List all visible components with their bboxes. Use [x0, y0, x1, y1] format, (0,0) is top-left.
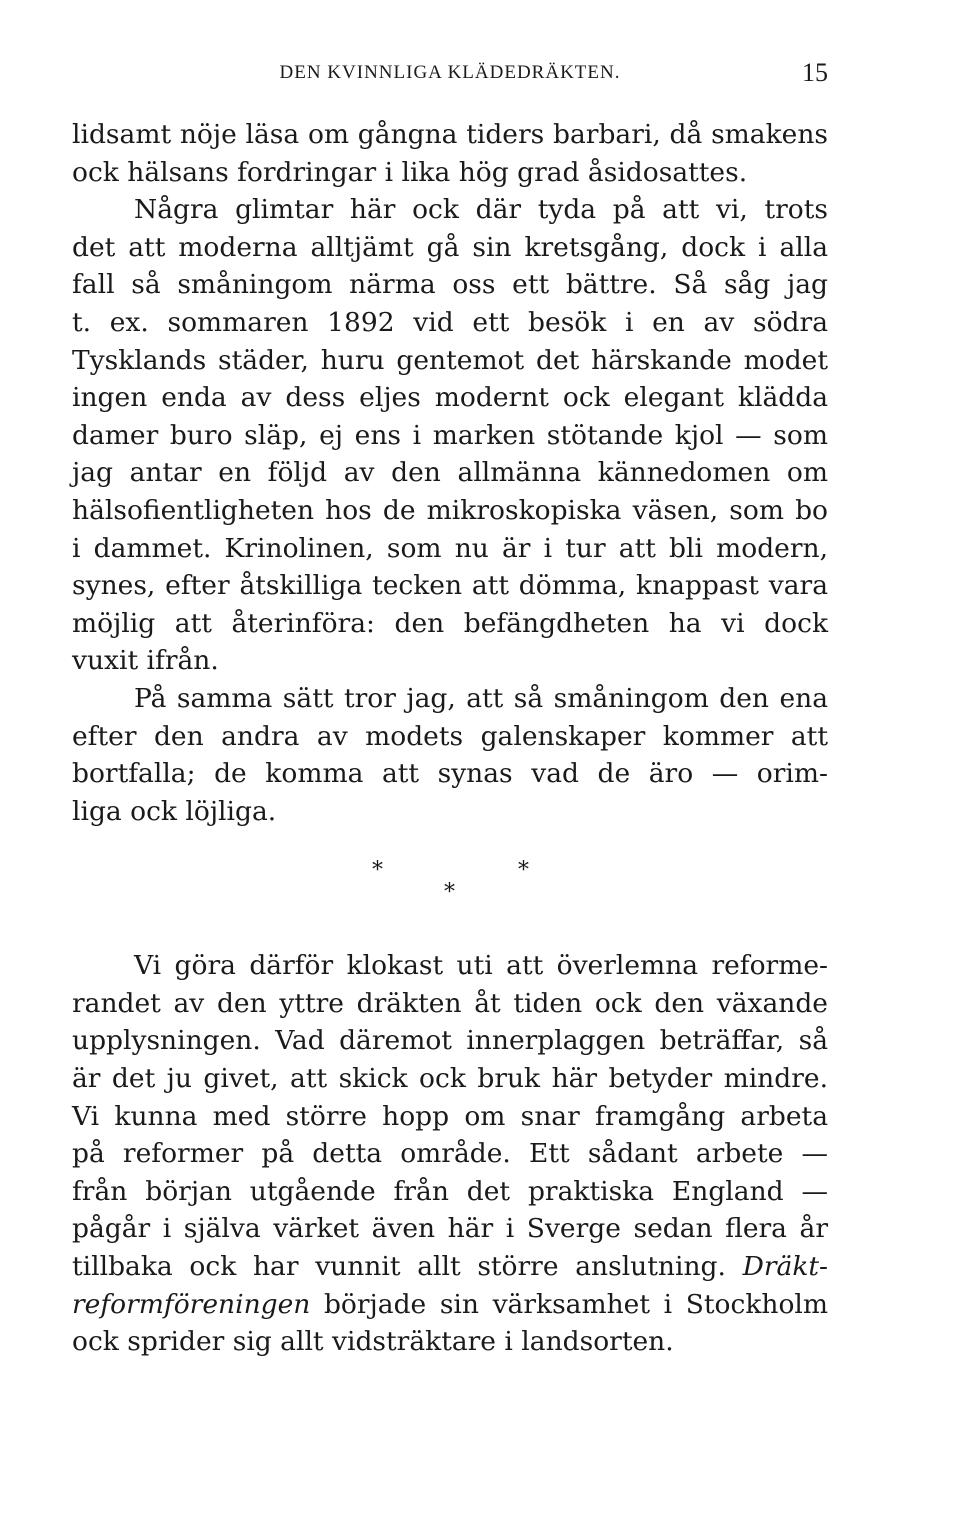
text-line: randet av den yttre dräkten åt tiden ock den växande	[72, 987, 828, 1019]
paragraph-2	[72, 680, 828, 830]
text-line: damer buro släp, ej ens i marken stötande kjol — som	[72, 419, 828, 451]
text-line: bortfalla; de komma att synas vad de äro — orim-	[72, 758, 828, 790]
text-line: liga ock löjliga.	[72, 795, 277, 827]
text-line: möjlig att återinföra: den befängdheten ha vi dock	[72, 607, 828, 639]
text-line: pågår i själva värket även här i Sverge sedan flera år	[72, 1213, 828, 1245]
text-line: synes, efter åtskilliga tecken att dömma, knappast vara	[72, 570, 828, 602]
running-header	[72, 58, 828, 88]
text-line: Vi kunna med större hopp om snar framgång arbeta	[72, 1100, 828, 1132]
asterisk-left: *	[372, 858, 383, 884]
text-line: det att moderna alltjämt gå sin kretsgång, dock i alla	[72, 231, 828, 263]
asterisk-center: *	[444, 880, 455, 906]
text-line-with-italic	[72, 1286, 828, 1324]
text-segment: tillbaka ock har vunnit allt större anslutning.	[72, 1251, 726, 1283]
text-line: ock hälsans fordringar i lika hög grad åsidosattes.	[72, 156, 748, 188]
text-line: fall så småningom närma oss ett bättre. Så såg jag	[72, 269, 828, 301]
text-line: är det ju givet, att skick ock bruk här betyder mindre.	[72, 1063, 828, 1095]
text-line: ingen enda av dess eljes modernt ock elegant klädda	[72, 382, 828, 414]
running-title: DEN KVINNLIGA KLÄDEDRÄKTEN.	[279, 62, 621, 83]
text-line: jag antar en följd av den allmänna kännedomen om	[72, 457, 828, 489]
text-line: På samma sätt tror jag, att så småningom den ena	[134, 682, 828, 714]
section-separator	[72, 858, 828, 933]
text-line: ock sprider sig allt vidsträktare i landsorten.	[72, 1326, 674, 1358]
text-line: t. ex. sommaren 1892 vid ett besök i en av södra	[72, 306, 828, 338]
body-text	[72, 116, 828, 1361]
text-line: från början utgående från det praktiska England —	[72, 1175, 828, 1207]
text-line: i dammet. Krinolinen, som nu är i tur att bli modern,	[72, 532, 828, 564]
asterisk-right: *	[518, 858, 529, 884]
text-line: upplysningen. Vad däremot innerplaggen beträffar, så	[72, 1025, 828, 1057]
text-line: Vi göra därför klokast uti att överlemna reforme-	[134, 950, 828, 982]
text-line-with-italic	[72, 1248, 828, 1286]
italic-segment: reformföreningen	[72, 1288, 311, 1320]
page-number: 15	[802, 58, 828, 87]
paragraph-3	[72, 947, 828, 1361]
paragraph-1	[72, 116, 828, 680]
text-line: Tysklands städer, huru gentemot det härskande modet	[72, 344, 828, 376]
text-line: hälsofientligheten hos de mikroskopiska väsen, som bo	[72, 494, 828, 526]
text-segment: började sin värksamhet i Stockholm	[310, 1288, 828, 1320]
book-page	[72, 58, 828, 1361]
text-line: på reformer på detta område. Ett sådant arbete —	[72, 1138, 828, 1170]
text-line: vuxit ifrån.	[72, 645, 219, 677]
text-line: efter den andra av modets galenskaper kommer att	[72, 720, 828, 752]
italic-segment: Dräkt-	[742, 1251, 828, 1283]
text-line: lidsamt nöje läsa om gångna tiders barbari, då smakens	[72, 119, 828, 150]
text-line: Några glimtar här ock där tyda på att vi, trots	[134, 194, 828, 226]
